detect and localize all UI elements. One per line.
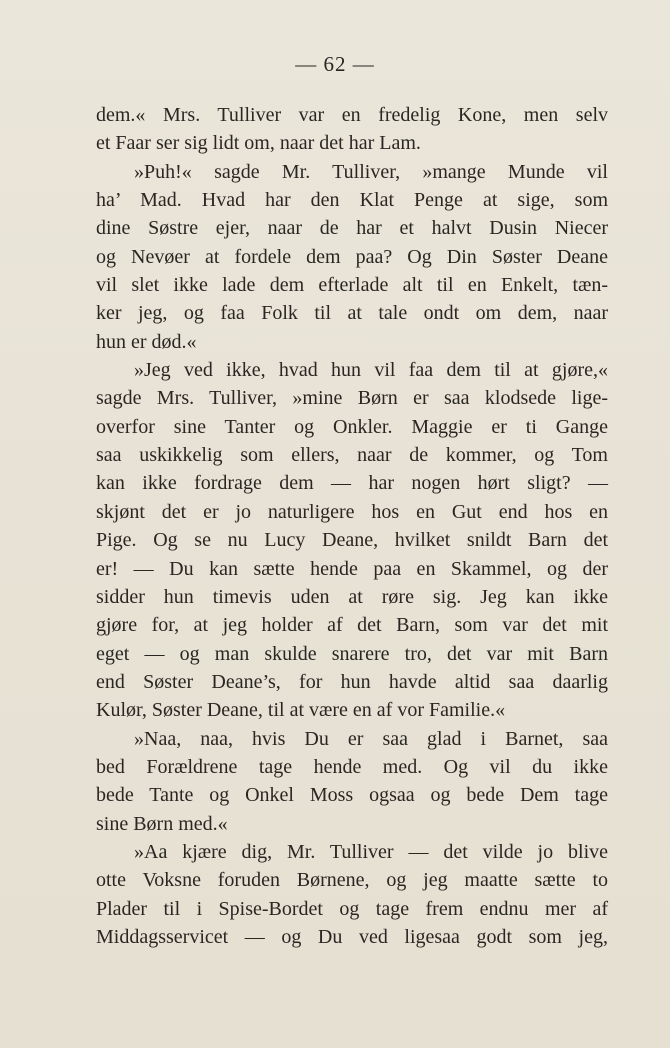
text-line: Kulør, Søster Deane, til at være en af vor Familie.« bbox=[96, 699, 506, 722]
text-line: dine Søstre ejer, naar de har et halvt Dusin Niecer bbox=[96, 217, 608, 240]
text-line: dem.« Mrs. Tulliver var en fredelig Kone, men selv bbox=[96, 104, 608, 126]
text-line: Plader til i Spise-Bordet og tage frem endnu mer af bbox=[96, 897, 608, 920]
text-line: »Naa, naa, hvis Du er saa glad i Barnet, saa bbox=[134, 727, 608, 750]
text-line: ker jeg, og faa Folk til at tale ondt om dem, naar bbox=[96, 302, 608, 325]
text-line: Pige. Og se nu Lucy Deane, hvilket snildt Barn det bbox=[96, 529, 608, 552]
text-line: »Puh!« sagde Mr. Tulliver, »mange Munde vil bbox=[134, 160, 608, 183]
page-number: — 62 — bbox=[295, 52, 375, 76]
text-line: bede Tante og Onkel Moss ogsaa og bede Dem tage bbox=[96, 784, 608, 807]
text-line: skjønt det er jo naturligere hos en Gut end hos en bbox=[96, 500, 608, 523]
text-line: saa uskikkelig som ellers, naar de kommer, og Tom bbox=[96, 444, 608, 467]
text-line: »Jeg ved ikke, hvad hun vil faa dem til at gjøre,« bbox=[134, 359, 608, 382]
text-line: kan ikke fordrage dem — har nogen hørt sligt? — bbox=[96, 472, 608, 495]
text-line: sine Børn med.« bbox=[96, 812, 228, 835]
text-line: sagde Mrs. Tulliver, »mine Børn er saa klodsede lige- bbox=[96, 387, 608, 410]
text-line: end Søster Deane’s, for hun havde altid saa daarlig bbox=[96, 670, 608, 693]
text-line: er! — Du kan sætte hende paa en Skammel, og der bbox=[96, 557, 608, 580]
text-line: otte Voksne foruden Børnene, og jeg maatte sætte to bbox=[96, 869, 608, 892]
text-line: vil slet ikke lade dem efterlade alt til en Enkelt, tæn- bbox=[96, 274, 608, 297]
text-line: overfor sine Tanter og Onkler. Maggie er ti Gange bbox=[96, 415, 608, 438]
text-line: eget — og man skulde snarere tro, det var mit Barn bbox=[96, 642, 608, 665]
text-line: bed Forældrene tage hende med. Og vil du ikke bbox=[96, 755, 608, 778]
text-line: ha’ Mad. Hvad har den Klat Penge at sige, som bbox=[96, 189, 608, 212]
text-line: sidder hun timevis uden at røre sig. Jeg kan ikke bbox=[96, 585, 608, 608]
text-line: gjøre for, at jeg holder af det Barn, som var det mit bbox=[96, 614, 608, 637]
body-text bbox=[96, 101, 608, 951]
text-line: et Faar ser sig lidt om, naar det har Lam. bbox=[96, 132, 421, 155]
text-line: Middagsservicet — og Du ved ligesaa godt som jeg, bbox=[96, 925, 608, 948]
text-line: og Nevøer at fordele dem paa? Og Din Søster Deane bbox=[96, 245, 608, 268]
text-line: hun er død.« bbox=[96, 330, 197, 353]
text-line: »Aa kjære dig, Mr. Tulliver — det vilde jo blive bbox=[134, 840, 608, 863]
